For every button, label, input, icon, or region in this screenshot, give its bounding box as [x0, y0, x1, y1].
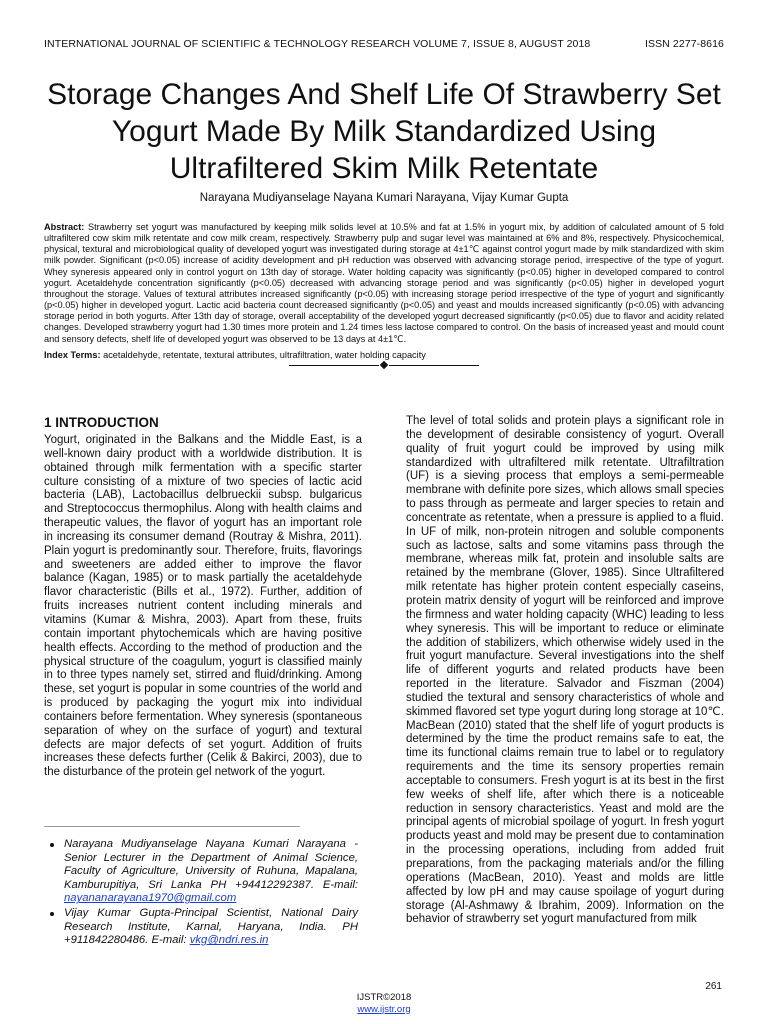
footnote-item [48, 907, 358, 948]
journal-name: INTERNATIONAL JOURNAL OF SCIENTIFIC & TECHNOLOGY RESEARCH VOLUME 7, ISSUE 8, AUGUST 2018 [44, 38, 591, 50]
index-terms [44, 350, 724, 360]
index-terms-label: Index Terms: [44, 350, 101, 360]
right-column [406, 415, 724, 927]
abstract [44, 222, 724, 345]
divider-line-right [389, 365, 479, 366]
diamond-icon [380, 361, 388, 369]
divider-line-left [289, 365, 379, 366]
footer-copyright: IJSTR©2018 [356, 992, 412, 1003]
footnote-separator [44, 826, 300, 827]
email-label: E-mail: [151, 934, 187, 947]
section-divider [289, 362, 479, 368]
email-link[interactable]: nayananarayana1970@gmail.com [64, 892, 237, 905]
page-footer [0, 992, 768, 1015]
abstract-label: Abstract: [44, 222, 85, 232]
author-footnotes [48, 838, 358, 949]
index-terms-text: acetaldehyde, retentate, textural attributes, ultrafiltration, water holding capacity [103, 350, 426, 360]
intro-paragraph-left: Yogurt, originated in the Balkans and the Middle East, is a well-known dairy product with a worldwide distribution. It is obtained through milk fermentation with a specific starter culture consisting of a mixture of two species of lactic acid bacteria (LAB), Lactobacillus delbrueckii subsp. bulgaricus and Streptococcus thermophilus. Along with health claims and therapeutic values, the flavor of yogurt has an important role in increasing its consumer demand (Routray & Mishra, 2011). Plain yogurt is predominantly sour. Therefore, fruits, flavorings and sweeteners are added either to improve the flavor balance (Kagan, 1985) or to mask partially the acetaldehyde flavor characteristic (Bills et al., 1972). Further, addition of fruits increases nutrient content including minerals and vitamins (Kumar & Mishra, 2003). Apart from these, fruits contain important phytochemicals which are having positive health effects. According to the method of production and the physical structure of the coagulum, yogurt is classified mainly in to three types namely set, stirred and fluid/drinking. Among these, set yogurt is popular in some countries of the world and is produced by packaging the yogurt mix into individual containers before fermentation. Whey syneresis (spontaneous separation of whey on the surface of yogurt) and textural defects are major defects of set yogurt. Addition of fruits increases these defects further (Celik & Bakirci, 2003), due to the disturbance of the protein gel network of the yogurt. [44, 434, 362, 779]
footnote-item [48, 838, 358, 906]
left-column [44, 415, 362, 780]
authors: Narayana Mudiyanselage Nayana Kumari Narayana, Vijay Kumar Gupta [199, 192, 569, 204]
abstract-text: Strawberry set yogurt was manufactured by keeping milk solids level at 10.5% and fat at 1.5% in yogurt mix, by addition of calculated amount of 5 fold ultrafiltered cow skim milk retentate and cow milk cream, respectively. Strawberry pulp and sugar level was maintained at 6% and 8%, respectively. Physicochemical, physical, textural and microbiological quality of developed yogurt was investigated during storage at 4±1℃ against control yogurt made by milk standardized with skim milk powder. Significant (p<0.05) increase of acidity development and pH reduction was observed with advancing storage period, irrespective of the type of yogurt. Whey syneresis appeared only in control yogurt on 13th day of storage. Water holding capacity was significantly (p<0.05) higher in developed compared to control yogurt. Acetaldehyde concentration significantly (p<0.05) decreased with advancing storage period and was significantly (p<0.05) higher in developed yogurt throughout the storage. Values of textural attributes increased significantly (p<0.05) with increasing storage period irrespective of the type of yogurt and significantly (p<0.05) higher in developed yogurt. Lactic acid bacteria count decreased significantly (p<0.05) and yeast and moulds increased significantly (p<0.05) with advancing storage period in both yogurts. After 13th day of storage, overall acceptability of the developed yogurt decreased significantly (p<0.05) due to flavor and acidity related changes. Developed strawberry yogurt had 1.30 times more protein and 1.24 times less lactose compared to control. On the basis of increased yeast and mould count and sensory defects, shelf life of developed yogurt was observed to be 13 days at 4±1℃. [44, 222, 724, 344]
paper-title: Storage Changes And Shelf Life Of Strawberry Set Yogurt Made By Milk Standardized Using Ultrafiltered Skim Milk Retentate [47, 78, 721, 185]
email-link[interactable]: vkg@ndri.res.in [189, 934, 269, 947]
intro-paragraph-right: The level of total solids and protein plays a significant role in the development of desirable consistency of yogurt. Overall quality of fruit yogurt could be improved by using milk standardized with ultrafiltered milk retentate. Ultrafiltration (UF) is a sieving process that employs a semi-permeable membrane with definite pore sizes, which allows small species to pass through as permeate and larger species to retain and concentrate as retentate, when a pressure is applied to a fluid. In UF of milk, non-protein nitrogen and soluble components such as lactose, salts and some vitamins pass through the membrane, whereas milk fat, protein and insoluble salts are retained by the membrane (Glover, 1985). Since Ultrafiltered milk retentate has higher protein content especially caseins, protein matrix density of yogurt will be reinforced and improve the firmness and water holding capacity (WHC) leading to less whey syneresis. This will be important to reduce or eliminate the addition of stabilizers, which otherwise widely used in the fruit yogurt manufacture. Several investigations into the shelf life of different yogurts and related products have been reported in the literature. Salvador and Fiszman (2004) studied the textural and sensory characteristics of whole and skimmed flavored set type yogurt during long storage at 10℃. MacBean (2010) stated that the shelf life of yogurt products is determined by the time the product remains safe to eat, the time its functional claims remain true to label or to regulatory requirements and the time its sensory properties remain acceptable to consumers. Fresh yogurt is at its best in the first few weeks of shelf life, after which there is a noticeable reduction in sensory characteristics. Yeast and mold are the principal agents of microbial spoilage of yogurt. In fresh yogurt products yeast and mold may be present due to contamination in the processing operations, including from added fruit preparations, from the packaging materials and/or the filling operations (MacBean, 2010). Yeast and molds are little affected by low pH and may cause spoilage of yogurt during storage (Al-Ashmawy & Ibrahim, 2009). Information on the behavior of strawberry set yogurt manufactured from milk [406, 415, 724, 926]
email-label: E-mail: [322, 878, 358, 891]
journal-header [44, 38, 724, 50]
footnote-text: Vijay Kumar Gupta-Principal Scientist, National Dairy Research Institute, Karnal, Haryana, India. PH +911842280486. [64, 906, 358, 947]
issn: ISSN 2277-8616 [644, 38, 724, 50]
section-heading-introduction: 1 INTRODUCTION [44, 415, 159, 430]
footnote-text: Narayana Mudiyanselage Nayana Kumari Narayana - Senior Lecturer in the Department of Animal Science, Faculty of Agriculture, University of Ruhuna, Mapalana, Kamburupitiya, Sri Lanka PH +94412292387. [64, 838, 358, 891]
footer-url-link[interactable]: www.ijstr.org [357, 1003, 411, 1015]
page-number: 261 [705, 981, 722, 992]
